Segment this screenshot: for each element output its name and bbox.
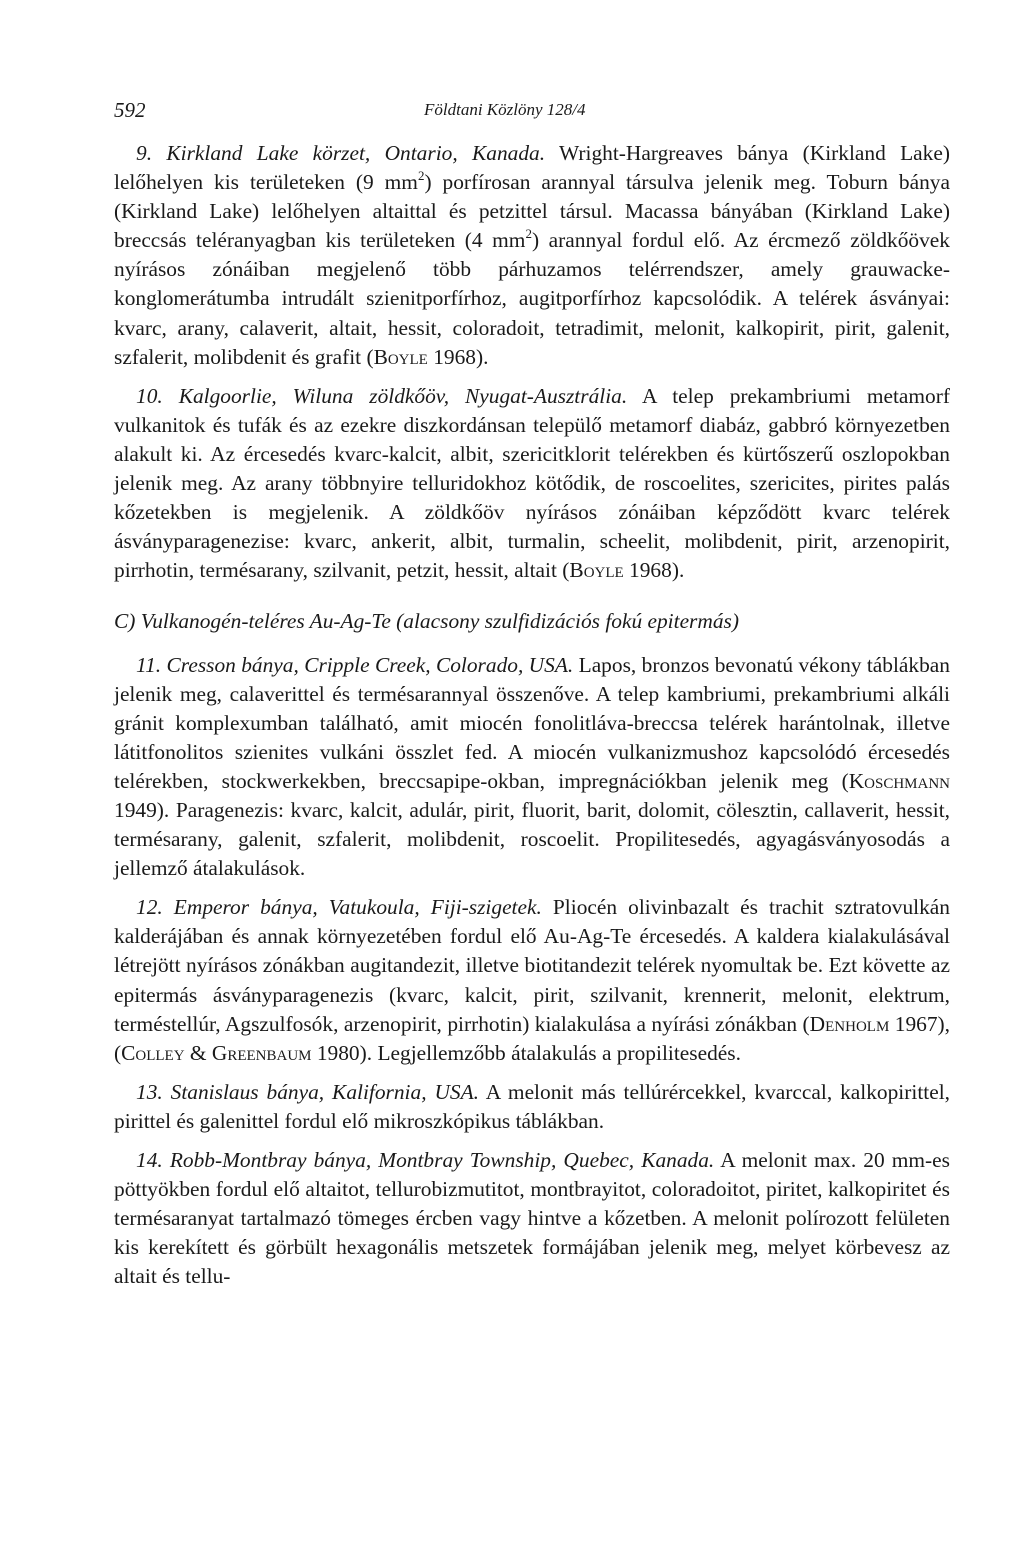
entry-heading: 9. Kirkland Lake körzet, Ontario, Kanada.	[136, 141, 546, 165]
citation: Koschmann	[848, 768, 950, 793]
entry-heading: 12. Emperor bánya, Vatukoula, Fiji-szigetek.	[136, 895, 542, 920]
citation: Colley & Greenbaum	[121, 1040, 312, 1065]
paragraph-14: 14. Robb-Montbray bánya, Montbray Township, Quebec, Kanada. A melonit max. 20 mm-es pöttyökben fordul elő altaitot, tellurobizmutitot, montbrayitot, coloradoitot, piritet, kalkopiritet és termésaranyat tartalmazó tömeges ércben vagy hintve a kőzetben. A melonit polírozott felületen kis kerekített és görbült hexagonális metszetek formájában jelenik meg, melyet körbevesz az altait és tellu-	[114, 1148, 951, 1289]
entry-heading: 11. Cresson bánya, Cripple Creek, Colorado, USA.	[136, 652, 574, 677]
citation: Denholm	[809, 1011, 890, 1036]
entry-heading: 14. Robb-Montbray bánya, Montbray Township, Quebec, Kanada.	[136, 1148, 715, 1172]
citation: Boyle	[569, 558, 624, 583]
paragraph-12: 12. Emperor bánya, Vatukoula, Fiji-szigetek. Pliocén olivinbazalt és trachit sztratovulkán kalderájában és annak környezetében fordul elő Au-Ag-Te ércesedés. A kaldera kialakulásával létrejött nyírásos zónákban augitandezit, illetve biotitandezit telérek nyomultak be. Ezt követte az epitermás ásványparagenezis (kvarc, kalcit, pirit, szilvanit, krennerit, melonit, elektrum, terméstellúr, Agszulfosók, arzenopirit, pirrhotin) kialakulása a nyírási zónákban (Denholm 1967), (Colley & Greenbaum 1980). Legjellemzőbb átalakulás a propilitesedés.	[114, 895, 950, 1065]
paragraph-11: 11. Cresson bánya, Cripple Creek, Colorado, USA. Lapos, bronzos bevonatú vékony táblákban jelenik meg, calaverittel és termésarannyal összenőve. A telep kambriumi, prekambriumi alkáli gránit komplexumban található, amit miocén fonolitláva-breccsa telérek harántolnak, illetve látitfonolitos szienites vulkáni összlet fed. A miocén vulkanizmushoz kapcsolódó ércesedés telérekben, stockwerkekben, breccsapipe-okban, impregnációkban jelenik meg (Koschmann 1949). Paragenezis: kvarc, kalcit, adulár, pirit, fluorit, barit, dolomit, cölesztin, callaverit, hessit, termésarany, galenit, szfalerit, molibdenit, roscoelit. Propilitesedés, agyagásványosodás a jellemző átalakulások.	[114, 652, 950, 881]
running-header	[114, 98, 950, 128]
entry-heading: 13. Stanislaus bánya, Kalifornia, USA.	[136, 1079, 480, 1104]
entry-heading: 10. Kalgoorlie, Wiluna zöldkőöv, Nyugat-Ausztrália.	[136, 383, 628, 408]
citation: Boyle	[373, 344, 428, 369]
page-number: 592	[114, 98, 146, 122]
body-text	[114, 139, 950, 1291]
paragraph-13: 13. Stanislaus bánya, Kalifornia, USA. A melonit más tellúrércekkel, kvarccal, kalkopirittel, pirittel és galenittel fordul elő mikroszkópikus táblákban.	[114, 1079, 950, 1133]
paragraph-10: 10. Kalgoorlie, Wiluna zöldkőöv, Nyugat-Ausztrália. A telep prekambriumi metamorf vulkanitok és tufák és az ezekre diszkordánsan települő metamorf diabáz, gabbró környezetben alakult ki. Az ércesedés kvarc-kalcit, albit, szericitklorit telérekben és kürtőszerű oszlopokban jelenik meg. Az arany többnyire telluridokhoz kötődik, de roscoelites, szericites, pirites palás kőzetekben is megjelenik. A zöldkőöv nyírásos zónáiban képződött kvarc telérek ásványparagenezise: kvarc, ankerit, albit, turmalin, scheelit, molibdenit, pirit, arzenopirit, pirrhotin, termésarany, szilvanit, petzit, hessit, altait (Boyle 1968).	[114, 383, 950, 583]
journal-title: Földtani Közlöny 128/4	[424, 100, 586, 119]
section-heading: C) Vulkanogén-teléres Au-Ag-Te (alacsony szulfidizációs fokú epitermás)	[114, 609, 739, 634]
paragraph-9: 9. Kirkland Lake körzet, Ontario, Kanada. Wright-Hargreaves bánya (Kirkland Lake) lelőhelyen kis területeken (9 $mm^2$) porfírosan arannyal társulva jelenik meg. Toburn bánya (Kirkland Lake) lelőhelyen altaittal és petzittel társul. Macassa bányában (Kirkland Lake) breccsás teléranyagban kis területeken (4 $mm^2$) arannyal fordul elő. Az ércmező zöldkőövek nyírásos zónáiban megjelenő több párhuzamos telérrendszer, amely grauwacke-konglomerátumba intrudált szienitporfírhoz, augitporfírhoz kapcsolódik. A telérek ásványai: kvarc, arany, calaverit, altait, hessit, coloradoit, tetradimit, melonit, kalkopirit, pirit, galenit, szfalerit, molibdenit és grafit (Boyle 1968).	[114, 141, 950, 369]
